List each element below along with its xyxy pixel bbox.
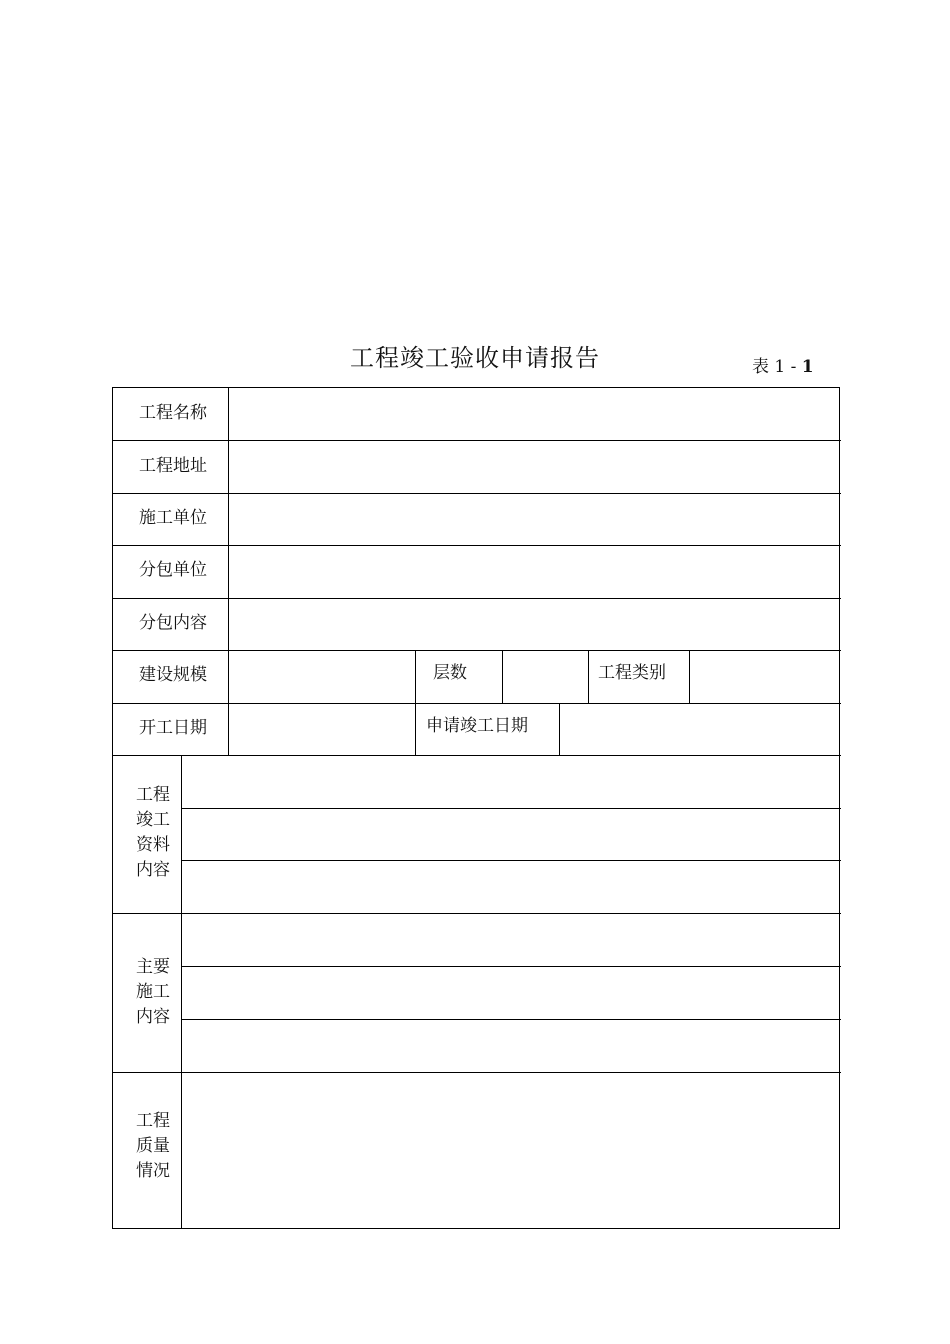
label-category: 工程类别 xyxy=(598,663,666,683)
label-completion-docs-line: 竣工 xyxy=(136,810,170,830)
table-number xyxy=(752,352,814,377)
label-completion-docs-line: 工程 xyxy=(136,785,170,805)
label-completion-date: 申请竣工日期 xyxy=(426,716,528,736)
contractor-field[interactable] xyxy=(230,494,839,545)
completion-date-field[interactable] xyxy=(561,704,839,755)
label-main-work-line: 主要 xyxy=(136,957,170,977)
completion-docs-field[interactable] xyxy=(183,861,839,913)
form-title: 工程竣工验收申请报告 xyxy=(350,344,600,372)
main-work-field[interactable] xyxy=(183,1020,839,1072)
completion-application-form xyxy=(112,387,840,1229)
table-number-prefix: 表 1 - xyxy=(752,357,802,377)
label-contractor: 施工单位 xyxy=(139,508,207,528)
project-name-field[interactable] xyxy=(230,388,839,440)
subcontractor-field[interactable] xyxy=(230,546,839,598)
label-completion-docs xyxy=(133,783,173,883)
label-subcontractor: 分包单位 xyxy=(139,560,207,580)
label-quality-line: 工程 xyxy=(136,1111,170,1131)
label-quality-line: 情况 xyxy=(136,1161,170,1181)
label-main-work-line: 施工 xyxy=(136,982,170,1002)
label-project-address: 工程地址 xyxy=(139,456,207,476)
label-completion-docs-line: 内容 xyxy=(136,860,170,880)
floors-field[interactable] xyxy=(504,651,588,703)
label-main-work xyxy=(133,955,173,1030)
label-quality-line: 质量 xyxy=(136,1136,170,1156)
table-number-value: 1 xyxy=(801,357,814,377)
quality-field[interactable] xyxy=(183,1073,839,1228)
completion-docs-field[interactable] xyxy=(183,809,839,860)
completion-docs-field[interactable] xyxy=(183,756,839,808)
column-divider xyxy=(502,650,503,703)
column-divider xyxy=(228,388,229,755)
column-divider xyxy=(588,650,589,703)
label-scale: 建设规模 xyxy=(139,665,207,685)
label-floors: 层数 xyxy=(433,663,467,683)
label-start-date: 开工日期 xyxy=(139,718,207,738)
label-main-work-line: 内容 xyxy=(136,1007,170,1027)
subcontract-content-field[interactable] xyxy=(230,599,839,650)
main-work-field[interactable] xyxy=(183,914,839,966)
category-field[interactable] xyxy=(691,651,839,703)
column-divider xyxy=(415,650,416,755)
column-divider xyxy=(689,650,690,703)
project-address-field[interactable] xyxy=(230,441,839,493)
column-divider xyxy=(559,703,560,755)
scale-field[interactable] xyxy=(230,651,415,703)
start-date-field[interactable] xyxy=(230,704,415,755)
main-work-field[interactable] xyxy=(183,967,839,1019)
label-project-name: 工程名称 xyxy=(139,403,207,423)
label-subcontract-content: 分包内容 xyxy=(139,613,207,633)
label-completion-docs-line: 资料 xyxy=(136,835,170,855)
label-quality xyxy=(133,1109,173,1184)
column-divider xyxy=(181,755,182,1229)
